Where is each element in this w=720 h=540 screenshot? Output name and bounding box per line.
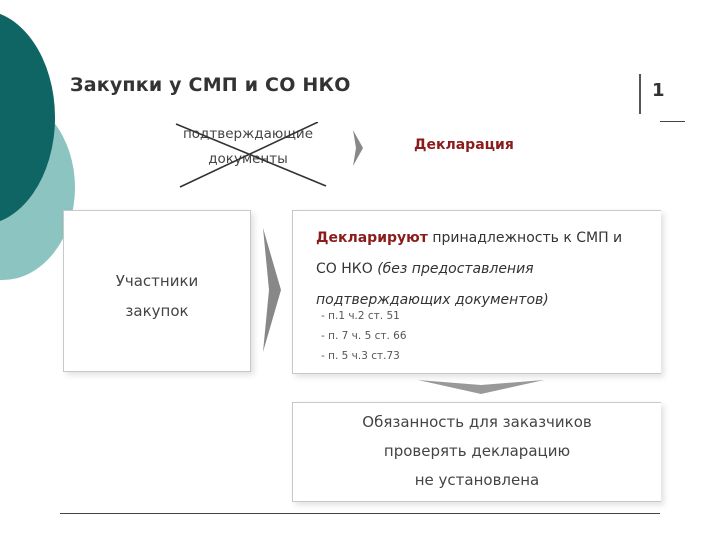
duty-line1: Обязанность для заказчиков xyxy=(362,413,592,431)
cross-mark-icon xyxy=(168,122,328,188)
law-reference: - п.1 ч.2 ст. 51 xyxy=(321,310,400,322)
law-references xyxy=(321,306,407,366)
declare-verb: Декларируют xyxy=(316,230,428,246)
arrow-right-icon xyxy=(263,228,283,352)
header-rule xyxy=(660,121,685,122)
declaration-text xyxy=(316,223,646,316)
footer-rule xyxy=(60,513,660,514)
header-divider xyxy=(639,74,641,114)
crossed-text-line1: подтверждающие xyxy=(182,126,314,142)
law-reference: - п. 7 ч. 5 ст. 66 xyxy=(321,330,407,342)
duty-line3: не установлена xyxy=(414,471,540,489)
law-reference: - п. 5 ч.3 ст.73 xyxy=(321,350,400,362)
declaration-label: Декларация xyxy=(414,137,514,153)
declare-note: (без предоставления подтверждающих документов) xyxy=(316,261,549,308)
page-number: 1 xyxy=(652,80,665,101)
crossed-text-line2: документы xyxy=(208,151,288,167)
participants-line2: закупок xyxy=(125,302,189,320)
crossed-out-documents xyxy=(168,122,328,182)
slide-title: Закупки у СМП и СО НКО xyxy=(70,74,351,96)
participants-line1: Участники xyxy=(115,272,199,290)
declare-text: принадлежность к СМП и СО НКО xyxy=(316,230,623,277)
chevron-right-icon xyxy=(353,130,365,166)
duty-box xyxy=(292,402,661,502)
arrow-down-icon xyxy=(418,380,544,396)
duty-line2: проверять декларацию xyxy=(383,442,571,460)
declaration-box xyxy=(292,210,661,374)
participants-box xyxy=(63,210,251,372)
